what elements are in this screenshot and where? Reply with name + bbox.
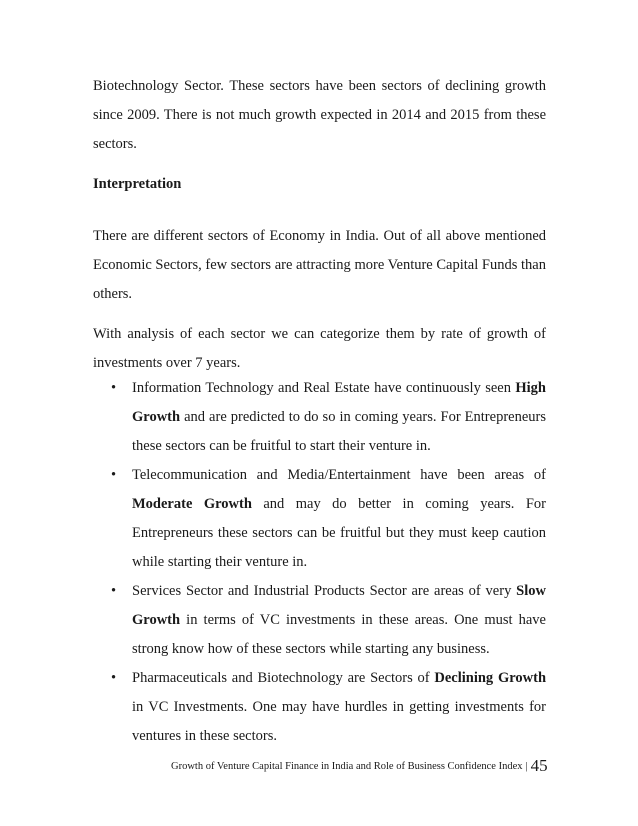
bullet-text: Pharmaceuticals and Biotechnology are Sectors of xyxy=(132,670,435,686)
bullet-item-slow-growth xyxy=(93,577,546,664)
bullet-icon: • xyxy=(111,467,117,483)
bullet-text: Information Technology and Real Estate have continuously seen xyxy=(132,380,516,396)
bullet-item-moderate-growth xyxy=(93,461,546,577)
paragraph-interpretation: There are different sectors of Economy in India. Out of all above mentioned Economic Sectors, few sectors are attracting more Venture Capital Funds than others. xyxy=(93,228,546,302)
bullet-text: in VC Investments. One may have hurdles in getting investments for ventures in these sectors. xyxy=(132,699,546,744)
bullet-emphasis: Slow Growth xyxy=(132,583,546,628)
bullet-text: Services Sector and Industrial Products Sector are areas of very xyxy=(132,583,517,599)
bullet-icon: • xyxy=(111,583,117,599)
paragraph-continuation: Biotechnology Sector. These sectors have been sectors of declining growth since 2009. There is not much growth expected in 2014 and 2015 from these sectors. xyxy=(93,78,546,152)
bullet-icon: • xyxy=(111,670,117,686)
bullet-text: and are predicted to do so in coming years. For Entrepreneurs these sectors can be fruitful to start their venture in. xyxy=(132,409,546,454)
bullet-icon: • xyxy=(111,380,117,396)
bullet-item-high-growth xyxy=(93,374,546,461)
bullet-emphasis: High Growth xyxy=(132,380,546,425)
growth-bullet-list xyxy=(93,374,546,751)
bullet-emphasis: Declining Growth xyxy=(434,670,547,686)
bullet-text: in terms of VC investments in these areas. One must have strong know how of these sectors while starting any business. xyxy=(132,612,546,657)
page-number: 45 xyxy=(530,756,548,775)
bullet-emphasis: Moderate Growth xyxy=(132,496,252,512)
page-footer xyxy=(171,757,547,776)
footer-separator: | xyxy=(525,761,528,772)
footer-title: Growth of Venture Capital Finance in India and Role of Business Confidence Index xyxy=(171,761,523,772)
section-heading: Interpretation xyxy=(93,176,182,192)
paragraph-analysis: With analysis of each sector we can categorize them by rate of growth of investments over 7 years. xyxy=(93,326,546,371)
bullet-text: and may do better in coming years. For Entrepreneurs these sectors can be fruitful but they must keep caution while starting their venture in. xyxy=(132,496,547,570)
bullet-text: Telecommunication and Media/Entertainment have been areas of xyxy=(132,467,546,483)
bullet-item-declining-growth xyxy=(93,664,546,751)
